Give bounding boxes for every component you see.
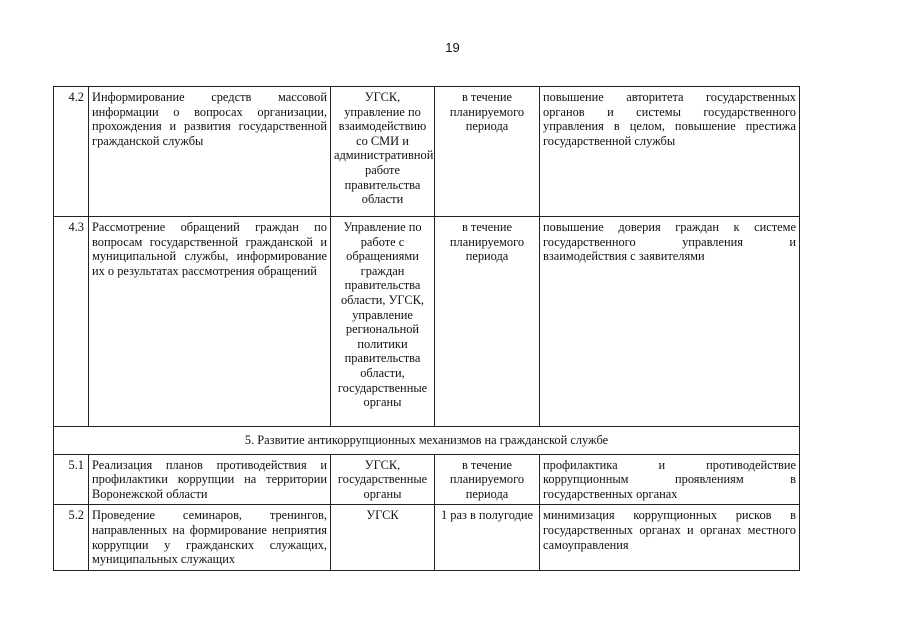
plan-table <box>53 86 800 571</box>
item-term: в течение планируемого периода <box>435 87 540 217</box>
section-heading-row <box>54 427 800 455</box>
item-responsible: УГСК <box>331 505 435 570</box>
table-row <box>54 217 800 427</box>
item-responsible: УГСК, управление по взаимодействию со СМИ и административной работе правительства области <box>331 87 435 217</box>
item-activity: Информирование средств массовой информации о вопросах организации, прохождения и развития государственной гражданской службы <box>89 87 331 217</box>
item-result: профилактика и противодействие коррупционным проявлениям в государственных органах <box>540 454 800 505</box>
item-activity: Проведение семинаров, тренингов, направленных на формирование неприятия коррупции у гражданских служащих, муниципальных служащих <box>89 505 331 570</box>
item-responsible: УГСК, государственные органы <box>331 454 435 505</box>
item-number: 4.2 <box>54 87 89 217</box>
item-number: 4.3 <box>54 217 89 427</box>
item-result: минимизация коррупционных рисков в государственных органах и органах местного самоуправления <box>540 505 800 570</box>
section-title: 5. Развитие антикоррупционных механизмов на гражданской службе <box>54 427 800 455</box>
item-activity: Реализация планов противодействия и профилактики коррупции на территории Воронежской области <box>89 454 331 505</box>
item-number: 5.2 <box>54 505 89 570</box>
item-term: в течение планируемого периода <box>435 217 540 427</box>
item-activity: Рассмотрение обращений граждан по вопросам государственной гражданской и муниципальной службы, информирование их о результатах рассмотрения обращений <box>89 217 331 427</box>
table-row <box>54 454 800 505</box>
item-result: повышение доверия граждан к системе государственного управления и взаимодействия с заявителями <box>540 217 800 427</box>
item-responsible: Управление по работе с обращениями граждан правительства области, УГСК, управление региональной политики правительства области, государственные органы <box>331 217 435 427</box>
item-term: 1 раз в полугодие <box>435 505 540 570</box>
page-number: 19 <box>445 40 460 55</box>
item-term: в течение планируемого периода <box>435 454 540 505</box>
table-row <box>54 505 800 570</box>
item-number: 5.1 <box>54 454 89 505</box>
table-row <box>54 87 800 217</box>
item-result: повышение авторитета государственных органов и системы государственного управления в целом, повышение престижа государственной службы <box>540 87 800 217</box>
